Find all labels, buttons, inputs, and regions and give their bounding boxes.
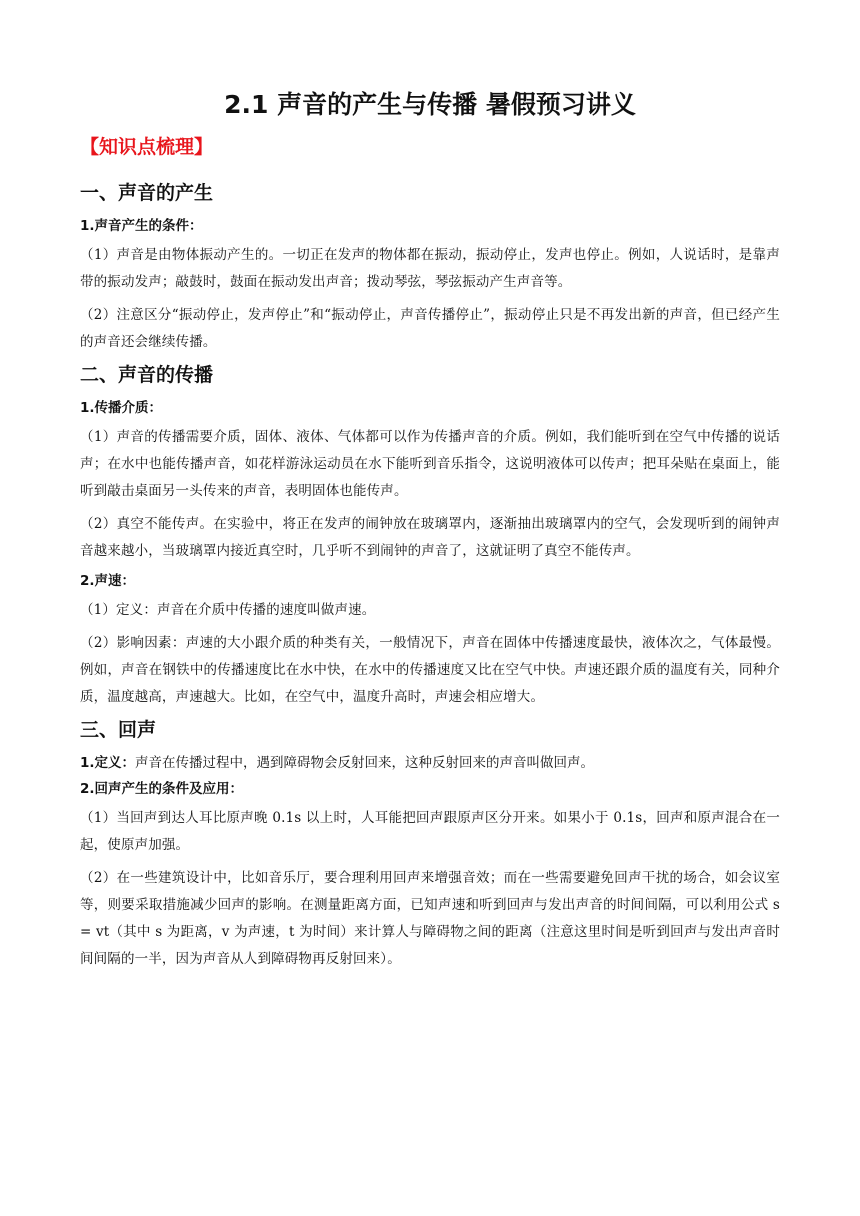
knowledge-summary-tag: 【知识点梳理】 xyxy=(80,136,214,158)
paragraph: （1）定义：声音在介质中传播的速度叫做声速。 xyxy=(80,602,376,618)
paragraph: （2）真空不能传声。在实验中，将正在发声的闹钟放在玻璃罩内，逐渐抽出玻璃罩内的空气，会发现听到的闹钟声音越来越小，当玻璃罩内接近真空时，几乎听不到闹钟的声音了，这就证明了真空不能传声。 xyxy=(80,516,780,559)
definition-text: 声音在传播过程中，遇到障碍物会反射回来，这种反射回来的声音叫做回声。 xyxy=(135,755,595,771)
paragraph: （2）在一些建筑设计中，比如音乐厅，要合理利用回声来增强音效；而在一些需要避免回声干扰的场合，如会议室等，则要采取措施减少回声的影响。在测量距离方面，已知声速和听到回声与发出声音的时间间隔，可以利用公式 s = vt（其中 s 为距离，v 为声速，t 为时间）来计算人与障碍物之间的距离（注意这里时间是听到回声与发出声音时间间隔的一半，因为声音从人到障碍物再反射回来）。 xyxy=(80,870,780,967)
document-title: 2.1 声音的产生与传播 暑假预习讲义 xyxy=(224,90,636,119)
subheading-production-conditions: 1.声音产生的条件： xyxy=(80,218,203,234)
section-heading-echo: 三、回声 xyxy=(80,719,157,741)
paragraph: （1）声音是由物体振动产生的。一切正在发声的物体都在振动，振动停止，发声也停止。例如，人说话时，是靠声带的振动发声；敲鼓时，鼓面在振动发出声音；拨动琴弦，琴弦振动产生声音等。 xyxy=(80,247,780,290)
section-heading-sound-production: 一、声音的产生 xyxy=(80,182,214,204)
paragraph: （2）影响因素：声速的大小跟介质的种类有关，一般情况下，声音在固体中传播速度最快，液体次之，气体最慢。例如，声音在钢铁中的传播速度比在水中快，在水中的传播速度又比在空气中快。声速还跟介质的温度有关，同种介质，温度越高，声速越大。比如，在空气中，温度升高时，声速会相应增大。 xyxy=(80,635,780,705)
section-heading-sound-propagation: 二、声音的传播 xyxy=(80,364,214,386)
paragraph: （1）当回声到达人耳比原声晚 0.1s 以上时，人耳能把回声跟原声区分开来。如果小于 0.1s，回声和原声混合在一起，使原声加强。 xyxy=(80,810,780,853)
subheading-echo-definition xyxy=(80,753,780,773)
paragraph: （1）声音的传播需要介质，固体、液体、气体都可以作为传播声音的介质。例如，我们能听到在空气中传播的说话声；在水中也能传播声音，如花样游泳运动员在水下能听到音乐指令，这说明液体可以传声；把耳朵贴在桌面上，能听到敲击桌面另一头传来的声音，表明固体也能传声。 xyxy=(80,429,780,499)
subheading-medium: 1.传播介质： xyxy=(80,400,163,416)
subheading-echo-conditions: 2.回声产生的条件及应用： xyxy=(80,781,244,797)
subheading-sound-speed: 2.声速： xyxy=(80,573,136,589)
paragraph: （2）注意区分“振动停止，发声停止”和“振动停止，声音传播停止”，振动停止只是不再发出新的声音，但已经产生的声音还会继续传播。 xyxy=(80,307,780,350)
definition-label: 1.定义： xyxy=(80,755,136,771)
